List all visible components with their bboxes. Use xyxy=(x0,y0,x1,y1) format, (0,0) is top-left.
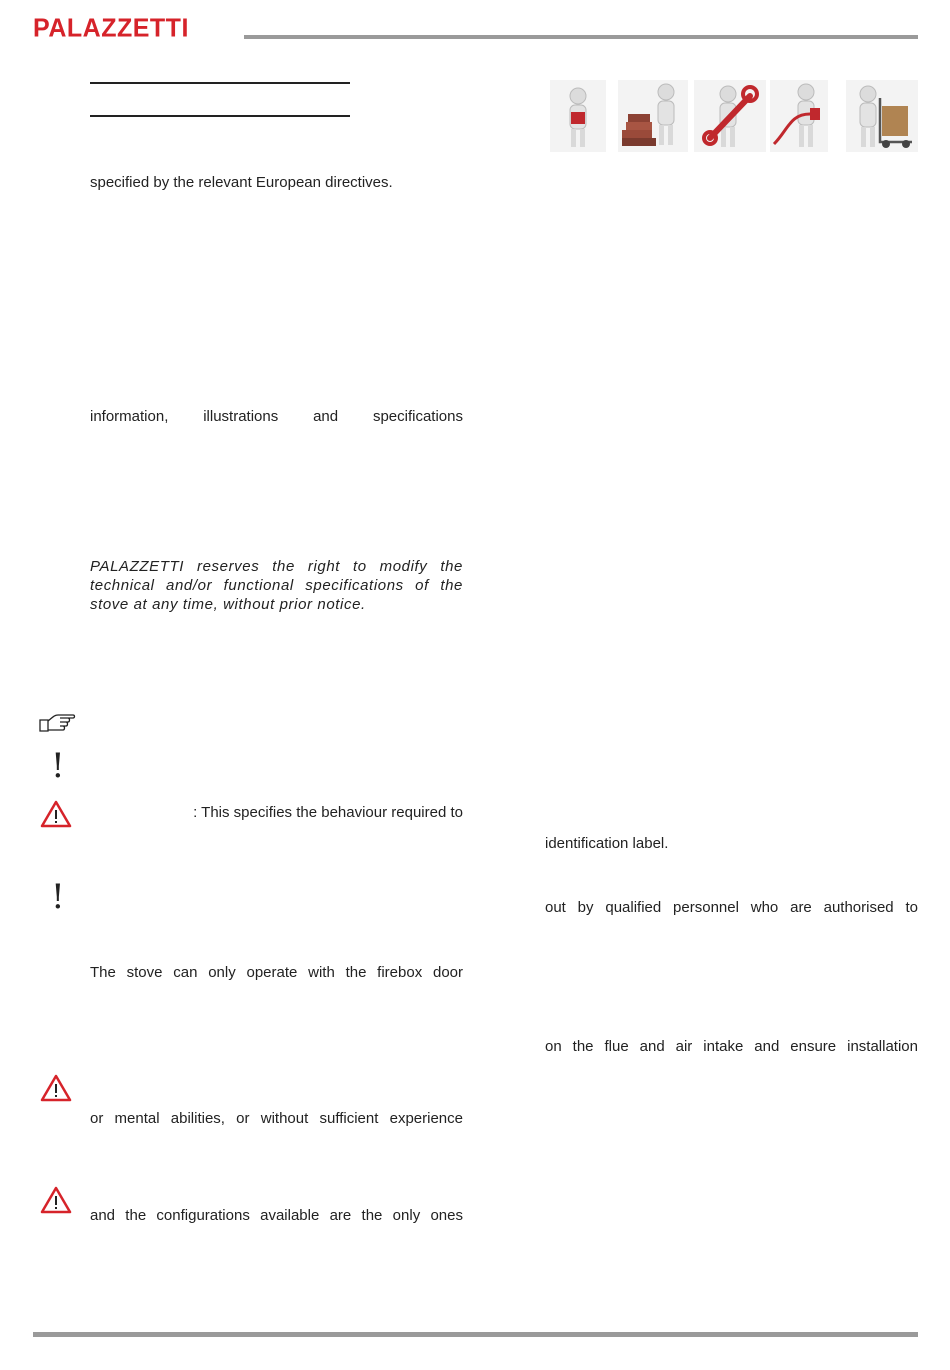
paragraph-modification-notice: PALAZZETTI reserves the right to modify the technical and/or functional specifications of the stove at any time, without prior notice. xyxy=(90,558,463,613)
person-with-wrench-icon xyxy=(694,80,766,152)
paragraph-firebox-door: The stove can only operate with the firebox door xyxy=(90,964,463,981)
warning-triangle-icon xyxy=(40,800,72,828)
person-reading-manual-icon xyxy=(550,80,606,152)
paragraph-qualified-personnel: out by qualified personnel who are authorised to xyxy=(545,899,918,916)
warning-triangle-icon xyxy=(40,1186,72,1214)
person-with-cable-plug-icon xyxy=(770,80,828,152)
heading-underline-1 xyxy=(90,82,350,84)
exclamation-icon: ! xyxy=(51,877,65,917)
paragraph-information-specifications: information, illustrations and specifications xyxy=(90,408,463,425)
header-rule xyxy=(244,35,918,39)
footer-rule xyxy=(33,1332,918,1337)
person-with-bricks-icon xyxy=(618,80,688,152)
paragraph-configurations-available: and the configurations available are the only ones xyxy=(90,1207,463,1224)
warning-triangle-icon xyxy=(40,1074,72,1102)
paragraph-identification-label: identification label. xyxy=(545,835,669,852)
paragraph-flue-air-intake: on the flue and air intake and ensure installation xyxy=(545,1038,918,1055)
paragraph-mental-abilities: or mental abilities, or without sufficient experience xyxy=(90,1110,463,1127)
heading-underline-2 xyxy=(90,115,350,117)
paragraph-european-directives: specified by the relevant European directives. xyxy=(90,174,393,191)
person-with-hand-truck-icon xyxy=(846,80,918,152)
pointing-hand-icon xyxy=(38,712,76,734)
palazzetti-logo: PALAZZETTI xyxy=(33,13,189,43)
exclamation-icon: ! xyxy=(51,746,65,786)
paragraph-behaviour-required: : This specifies the behaviour required to xyxy=(193,804,463,821)
